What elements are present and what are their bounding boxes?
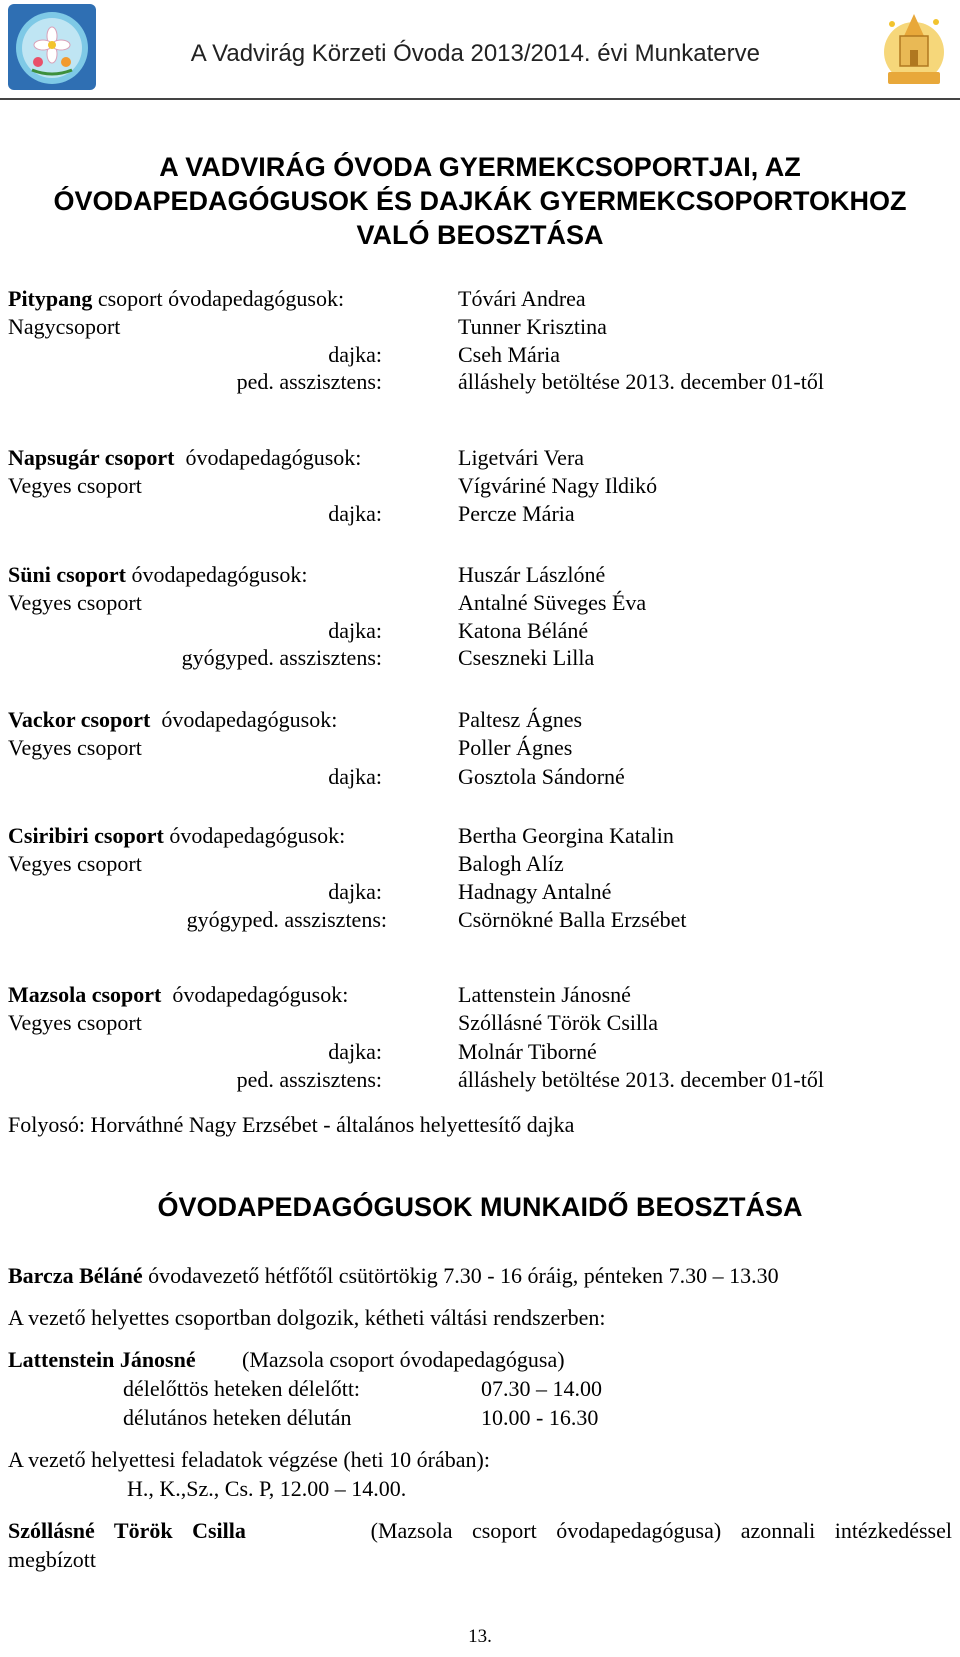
person-name: Tóvári Andrea bbox=[458, 286, 586, 311]
role-label-ped-asszisztens: ped. asszisztens: bbox=[236, 1067, 382, 1092]
person-name: Percze Mária bbox=[458, 501, 575, 526]
deputy-duties-intro: A vezető helyettesi feladatok végzése (heti 10 órában): bbox=[8, 1447, 490, 1472]
deputy-intro: A vezető helyettes csoportban dolgozik, kétheti váltási rendszerben: bbox=[8, 1305, 606, 1330]
kindergarten-logo-right bbox=[878, 6, 950, 92]
person-name: Bertha Georgina Katalin bbox=[458, 823, 674, 848]
section-heading-line-1: A VADVIRÁG ÓVODA GYERMEKCSOPORTJAI, AZ bbox=[159, 152, 801, 182]
person-name: Ligetvári Vera bbox=[458, 445, 585, 470]
person-name: Antalné Süveges Éva bbox=[458, 590, 647, 615]
delegate-line bbox=[8, 1516, 952, 1545]
person-name: Szóllásné Török Csilla bbox=[458, 1010, 659, 1035]
group-napsugar-title: Napsugár csoport óvodapedagógusok: bbox=[8, 445, 362, 470]
person-name: Csörnökné Balla Erzsébet bbox=[458, 907, 687, 932]
person-name: Molnár Tiborné bbox=[458, 1039, 597, 1064]
person-name: Paltesz Ágnes bbox=[458, 707, 583, 732]
working-hours-heading: ÓVODAPEDAGÓGUSOK MUNKAIDŐ BEOSZTÁSA bbox=[157, 1192, 803, 1222]
morning-shift-label: délelőttös heteken délelőtt: bbox=[123, 1376, 361, 1401]
group-pitypang-title: Pitypang csoport óvodapedagógusok: bbox=[8, 286, 345, 311]
delegate-line-2: megbízott bbox=[8, 1547, 96, 1572]
header-divider bbox=[0, 98, 960, 100]
leader-schedule: Barcza Béláné óvodavezető hétfőtől csütörtökig 7.30 - 16 óráig, pénteken 7.30 – 13.30 bbox=[8, 1263, 779, 1288]
group-suni-type: Vegyes csoport bbox=[8, 590, 142, 615]
group-csiribiri-type: Vegyes csoport bbox=[8, 851, 142, 876]
role-label-dajka: dajka: bbox=[328, 501, 382, 526]
person-name: Gosztola Sándorné bbox=[458, 764, 625, 789]
person-name: Poller Ágnes bbox=[458, 735, 573, 760]
afternoon-shift-time: 10.00 - 16.30 bbox=[481, 1405, 599, 1430]
role-label-ped-asszisztens: ped. asszisztens: bbox=[236, 369, 382, 394]
person-name: Hadnagy Antalné bbox=[458, 879, 612, 904]
group-mazsola-type: Vegyes csoport bbox=[8, 1010, 142, 1035]
vacancy-note: álláshely betöltése 2013. december 01-től bbox=[458, 369, 824, 394]
morning-shift-time: 07.30 – 14.00 bbox=[481, 1376, 602, 1401]
group-pitypang-type: Nagycsoport bbox=[8, 314, 121, 339]
person-name: Katona Béláné bbox=[458, 618, 589, 643]
delegate-text: (Mazsola csoport óvodapedagógusa) azonnali intézkedéssel bbox=[370, 1518, 952, 1543]
person-name: Tunner Krisztina bbox=[458, 314, 607, 339]
vacancy-note: álláshely betöltése 2013. december 01-től bbox=[458, 1067, 824, 1092]
group-csiribiri-title: Csiribiri csoport óvodapedagógusok: bbox=[8, 823, 346, 848]
person-name: Huszár Lászlóné bbox=[458, 562, 606, 587]
deputy-name: Lattenstein Jánosné bbox=[8, 1347, 196, 1372]
group-mazsola-title: Mazsola csoport óvodapedagógusok: bbox=[8, 982, 349, 1007]
section-heading-line-3: VALÓ BEOSZTÁSA bbox=[356, 220, 604, 250]
role-label-dajka: dajka: bbox=[328, 618, 382, 643]
person-name: Lattenstein Jánosné bbox=[458, 982, 631, 1007]
role-label-dajka: dajka: bbox=[328, 342, 382, 367]
role-label-dajka: dajka: bbox=[328, 879, 382, 904]
person-name: Balogh Alíz bbox=[458, 851, 564, 876]
group-suni-title: Süni csoport óvodapedagógusok: bbox=[8, 562, 308, 587]
group-vackor-type: Vegyes csoport bbox=[8, 735, 142, 760]
role-label-dajka: dajka: bbox=[328, 1039, 382, 1064]
role-label-dajka: dajka: bbox=[328, 764, 382, 789]
afternoon-shift-label: délutános heteken délután bbox=[123, 1405, 352, 1430]
delegate-name: Szóllásné Török Csilla bbox=[8, 1518, 246, 1543]
person-name: Vígváriné Nagy Ildikó bbox=[458, 473, 658, 498]
role-label-gyogyped-asszisztens: gyógyped. asszisztens: bbox=[181, 645, 382, 670]
section-heading-line-2: ÓVODAPEDAGÓGUSOK ÉS DAJKÁK GYERMEKCSOPORTOKHOZ bbox=[53, 186, 907, 216]
role-label-gyogyped-asszisztens: gyógyped. asszisztens: bbox=[186, 907, 387, 932]
page-number: 13. bbox=[468, 1626, 492, 1647]
group-vackor-title: Vackor csoport óvodapedagógusok: bbox=[8, 707, 338, 732]
deputy-duties-time: H., K.,Sz., Cs. P, 12.00 – 14.00. bbox=[127, 1476, 407, 1501]
person-name: Cseszneki Lilla bbox=[458, 645, 595, 670]
document-header-title: A Vadvirág Körzeti Óvoda 2013/2014. évi Munkaterve bbox=[190, 40, 760, 67]
deputy-role: (Mazsola csoport óvodapedagógusa) bbox=[242, 1347, 565, 1372]
person-name: Cseh Mária bbox=[458, 342, 561, 367]
corridor-assignment: Folyosó: Horváthné Nagy Erzsébet - általános helyettesítő dajka bbox=[8, 1112, 575, 1137]
group-napsugar-type: Vegyes csoport bbox=[8, 473, 142, 498]
